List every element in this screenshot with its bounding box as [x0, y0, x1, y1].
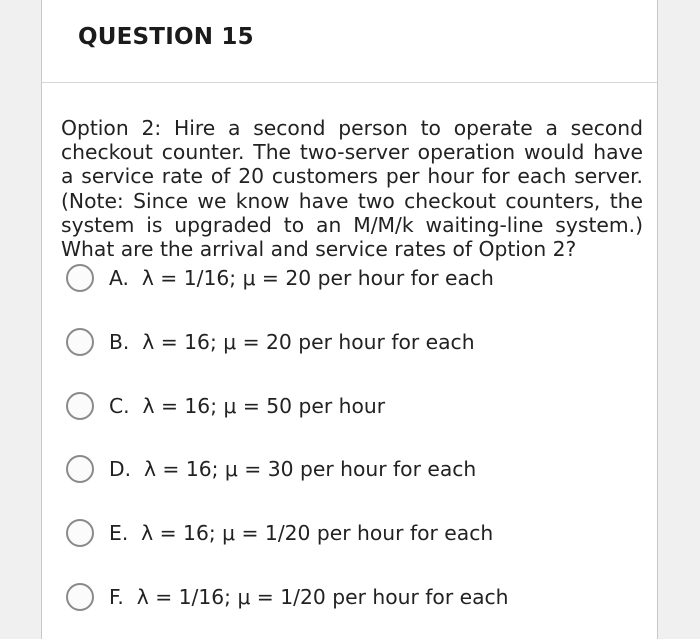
question-card	[41, 0, 658, 639]
option-e-label: E. λ = 16; μ = 1/20 per hour for each	[109, 521, 494, 545]
option-c[interactable]	[66, 389, 626, 423]
option-c-label: C. λ = 16; μ = 50 per hour	[109, 394, 386, 418]
question-prompt: Option 2: Hire a second person to operate a second checkout counter. The two-server operation would have a service rate of 20 customers per hour for each server. (Note: Since we know have two checkout counters, the system is upgraded to an M/M/k waiting-line system.) What are the arrival and service rates of Option 2?	[61, 116, 643, 262]
radio-button-b[interactable]	[66, 328, 94, 356]
option-d[interactable]	[66, 452, 626, 486]
option-d-label: D. λ = 16; μ = 30 per hour for each	[109, 457, 477, 481]
option-f-label: F. λ = 1/16; μ = 1/20 per hour for each	[109, 585, 509, 609]
radio-button-a[interactable]	[66, 264, 94, 292]
radio-button-d[interactable]	[66, 455, 94, 483]
option-e[interactable]	[66, 516, 626, 550]
radio-button-c[interactable]	[66, 392, 94, 420]
option-b-label: B. λ = 16; μ = 20 per hour for each	[109, 330, 475, 354]
radio-button-f[interactable]	[66, 583, 94, 611]
option-a[interactable]	[66, 261, 626, 295]
option-b[interactable]	[66, 325, 626, 359]
question-header	[42, 0, 657, 83]
option-a-label: A. λ = 1/16; μ = 20 per hour for each	[109, 266, 494, 290]
radio-button-e[interactable]	[66, 519, 94, 547]
question-title: QUESTION 15	[78, 24, 254, 50]
option-f[interactable]	[66, 580, 626, 614]
